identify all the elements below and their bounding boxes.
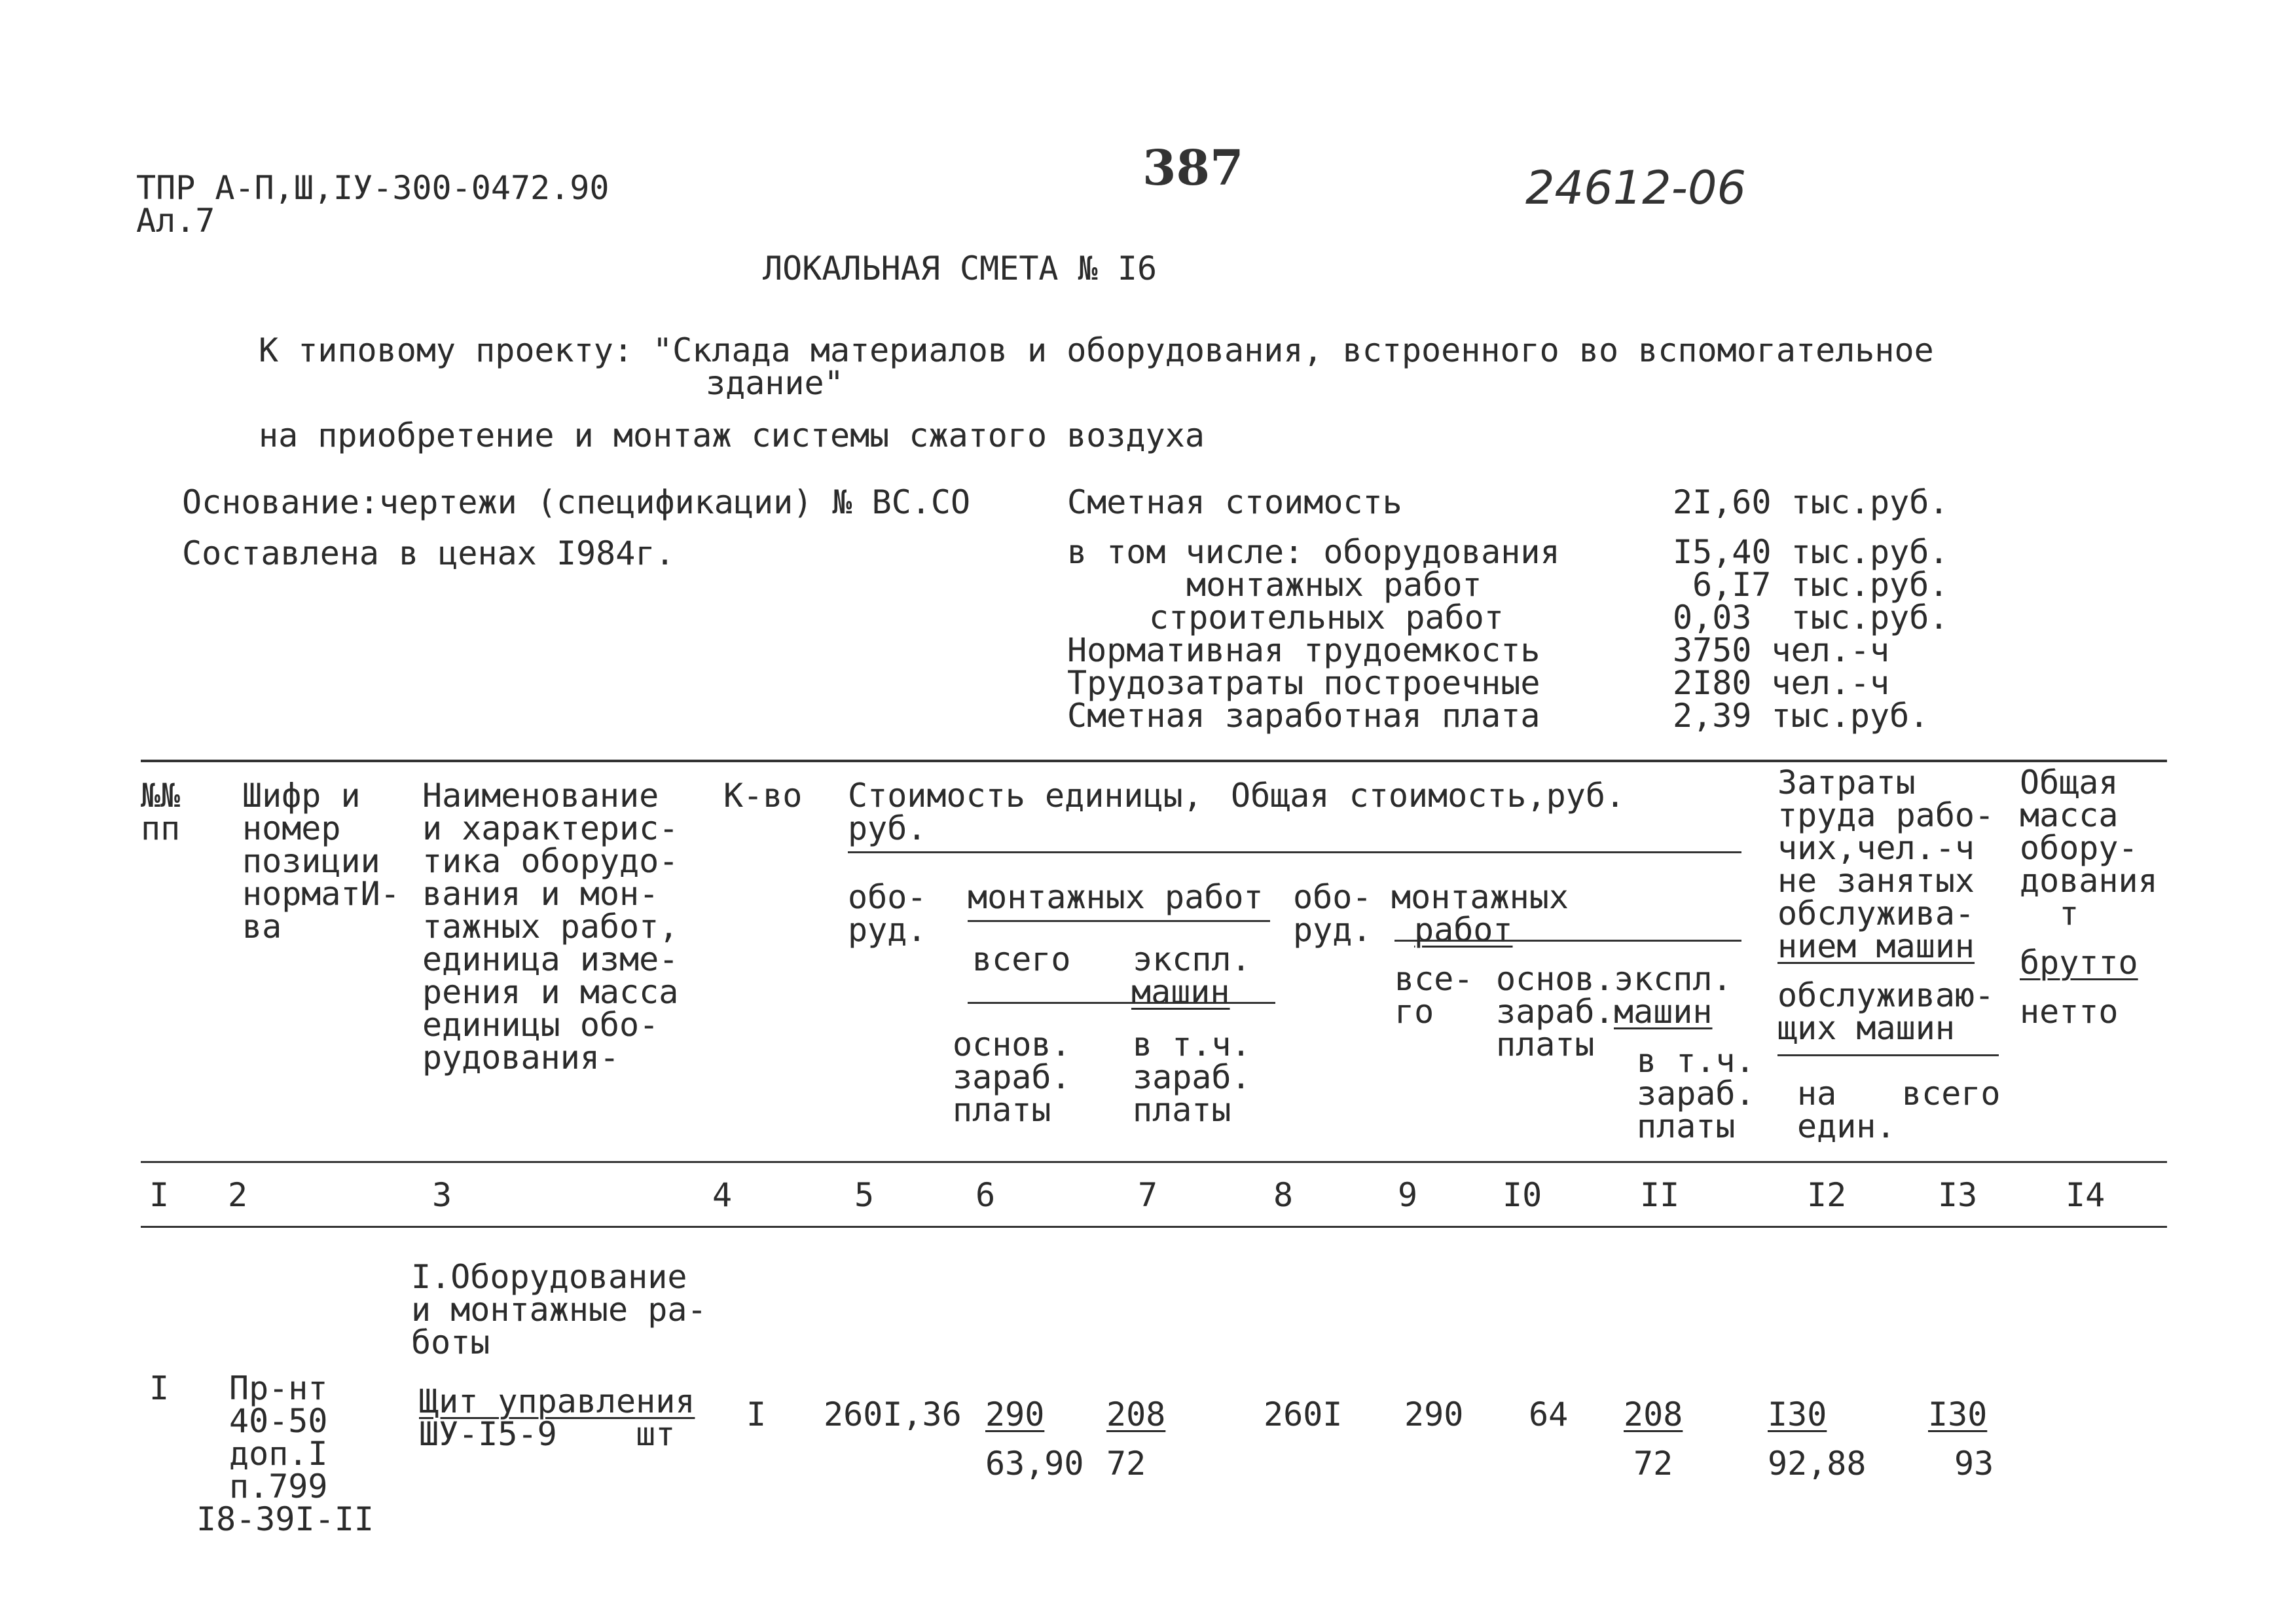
summary-value: 0,03 тыс.руб. xyxy=(1673,599,1949,637)
header-col-name: Наименование и характерис- тика оборудо- вания и мон- тажных работ, единица изме- рения и масса единицы обо- рудования- xyxy=(422,777,679,1077)
row-mount-total: 290 xyxy=(1404,1395,1464,1433)
header-mount-incl-unit: в т.ч. зараб. платы xyxy=(1133,1025,1251,1129)
header-mount-base-unit: основ. зараб. платы xyxy=(953,1025,1071,1129)
header-labor-serv: обслуживаю- щих машин xyxy=(1777,976,1995,1047)
column-number: I3 xyxy=(1938,1176,1978,1214)
estimate-title: ЛОКАЛЬНАЯ СМЕТА № I6 xyxy=(763,249,1157,287)
row-mount-mach-wage-unit: 72 xyxy=(1106,1445,1146,1483)
header-equip-total: обо- руд. xyxy=(1293,878,1372,949)
handwritten-code: 24612-06 xyxy=(1525,161,1747,215)
column-number: I xyxy=(149,1176,170,1214)
column-number: I2 xyxy=(1807,1176,1847,1214)
header-labor-total: всего xyxy=(1902,1075,2001,1113)
mount-a-rule xyxy=(968,920,1270,922)
column-numbers-bottom-rule xyxy=(141,1226,2167,1228)
header-mount-total-unit: всего xyxy=(972,940,1071,978)
summary-value: 2,39 тыс.руб. xyxy=(1673,697,1929,735)
summary-label: в том числе: оборудования xyxy=(1067,533,1560,571)
row-labor-total-top: I30 xyxy=(1928,1395,1988,1433)
header-labor: Затраты труда рабо- чих,чел.-ч не занятых обслужива- xyxy=(1777,764,1995,932)
cost-header-rule xyxy=(848,851,1741,853)
header-col-number: №№ пп xyxy=(141,777,181,847)
row-equip-unit: 260I,36 xyxy=(824,1395,962,1433)
header-mount-total-all: все- го xyxy=(1394,960,1474,1031)
row-mount-mach-wage-total: 72 xyxy=(1633,1445,1673,1483)
column-number: 4 xyxy=(712,1176,733,1214)
header-mass-net: нетто xyxy=(2020,993,2119,1031)
labor-rule xyxy=(1777,1054,1999,1056)
header-equip-unit: обо- руд. xyxy=(848,878,927,949)
column-number: 7 xyxy=(1138,1176,1158,1214)
summary-label: Трудозатраты построечные xyxy=(1067,664,1540,702)
row-mount-mach-unit: 208 xyxy=(1106,1395,1166,1433)
album-number: Ал.7 xyxy=(136,202,215,240)
row-qty: I xyxy=(746,1395,767,1433)
summary-label: монтажных работ xyxy=(1186,566,1482,604)
row-labor-unit-bottom: 92,88 xyxy=(1768,1445,1867,1483)
basis-prices: Составлена в ценах I984г. xyxy=(182,534,675,572)
summary-label: Сметная заработная плата xyxy=(1067,697,1540,735)
summary-label: строительных работ xyxy=(1149,599,1504,637)
column-number: I4 xyxy=(2066,1176,2105,1214)
basis-drawings: Основание:чертежи (спецификации) № ВС.СО xyxy=(182,483,971,521)
header-unit-cost: Стоимость единицы, xyxy=(848,777,1203,815)
row-labor-total-bottom: 93 xyxy=(1954,1445,1994,1483)
header-total-cost: Общая стоимость,руб. xyxy=(1231,777,1626,815)
header-mount-unit: монтажных работ xyxy=(968,878,1264,916)
header-col-qty: К-во xyxy=(723,777,803,815)
project-line-1: К типовому проекту: "Склада материалов и оборудования, встроенного во вспомогательное xyxy=(259,331,1934,369)
table-top-rule xyxy=(141,760,2167,762)
row-mount-base-unit: 63,90 xyxy=(985,1445,1084,1483)
section-title: I.Оборудование и монтажные ра- боты xyxy=(411,1258,707,1361)
column-number: 2 xyxy=(228,1176,248,1214)
column-number: 5 xyxy=(854,1176,875,1214)
column-number: 8 xyxy=(1273,1176,1294,1214)
header-unit-cost-rub: руб. xyxy=(848,809,927,847)
summary-label: Сметная стоимость xyxy=(1067,483,1402,521)
column-number: I0 xyxy=(1503,1176,1542,1214)
row-labor-unit-top: I30 xyxy=(1768,1395,1827,1433)
summary-value: 2I80 чел.-ч xyxy=(1673,664,1890,702)
row-equip-total: 260I xyxy=(1264,1395,1343,1433)
header-mount-mach-total: экспл. xyxy=(1614,960,1732,998)
column-number: 3 xyxy=(432,1176,452,1214)
row-mount-mach-total: 208 xyxy=(1624,1395,1683,1433)
row-mount-base-total: 64 xyxy=(1529,1395,1569,1433)
header-mount-mach-total-2: машин xyxy=(1614,993,1713,1031)
row-name-2: ШУ-I5-9 шт xyxy=(419,1415,676,1453)
header-mass: Общая масса обору- дования т xyxy=(2020,764,2158,932)
row-code: Пр-нт 40-50 доп.I п.799 xyxy=(229,1369,328,1505)
row-mount-total-unit: 290 xyxy=(985,1395,1045,1433)
header-labor-2: нием машин xyxy=(1777,927,1975,965)
column-number: II xyxy=(1640,1176,1680,1214)
header-mount-total-2: работ xyxy=(1414,911,1513,949)
header-labor-unit: на един. xyxy=(1797,1075,1896,1145)
summary-label: Нормативная трудоемкость xyxy=(1067,631,1540,669)
row-name-1: Щит управления xyxy=(419,1382,695,1420)
header-mount-total-1: монтажных xyxy=(1391,878,1569,916)
header-col-code: Шифр и номер позиции норматИ- ва xyxy=(242,777,400,946)
header-mount-incl-total: в т.ч. зараб. платы xyxy=(1637,1042,1755,1145)
summary-value: 6,I7 тыс.руб. xyxy=(1692,566,1949,604)
header-mass-gross: брутто xyxy=(2020,944,2138,982)
project-line-2: здание" xyxy=(706,364,844,402)
header-mount-mach-unit: экспл. xyxy=(1133,940,1251,978)
page-number: 387 xyxy=(1142,140,1244,196)
row-code-2: I8-39I-II xyxy=(196,1500,374,1538)
row-number: I xyxy=(149,1369,170,1407)
column-number: 6 xyxy=(975,1176,996,1214)
header-mount-base-total: основ. зараб. платы xyxy=(1496,960,1614,1063)
table-header-bottom-rule xyxy=(141,1161,2167,1163)
header-mount-mach-unit-2: машин xyxy=(1131,973,1230,1011)
summary-value: 2I,60 тыс.руб. xyxy=(1673,483,1949,521)
document-code: ТПР А-П,Ш,IУ-300-0472.90 xyxy=(136,169,610,207)
summary-value: 3750 чел.-ч xyxy=(1673,631,1890,669)
summary-value: I5,40 тыс.руб. xyxy=(1673,533,1949,571)
column-number: 9 xyxy=(1398,1176,1418,1214)
purpose-line: на приобретение и монтаж системы сжатого воздуха xyxy=(259,416,1205,454)
